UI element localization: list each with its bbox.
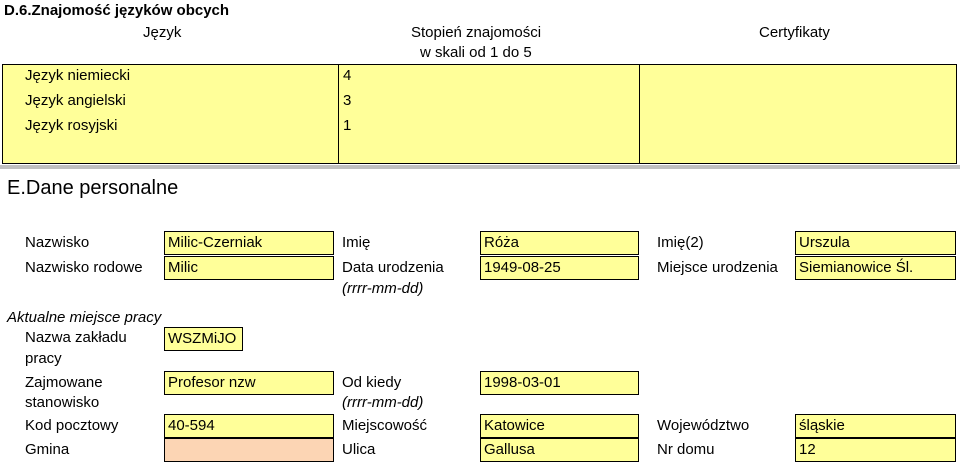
municipality-label: Gmina — [25, 441, 70, 458]
voivodeship-field[interactable]: śląskie — [795, 414, 956, 438]
since-field[interactable]: 1998-03-01 — [480, 371, 639, 395]
birth-date-field[interactable]: 1949-08-25 — [480, 256, 639, 280]
birth-place-label: Miejsce urodzenia — [657, 259, 778, 276]
postal-code-label: Kod pocztowy — [25, 417, 119, 434]
position-label-line1: Zajmowane — [25, 374, 103, 391]
maiden-name-label: Nazwisko rodowe — [25, 259, 143, 276]
first-name-field[interactable]: Róża — [480, 231, 639, 255]
workplace-name-field[interactable]: WSZMiJO — [164, 327, 243, 351]
language-row-2-level[interactable]: 3 — [343, 92, 352, 109]
column-header-level-line2: w skali od 1 do 5 — [420, 44, 532, 61]
second-name-label: Imię(2) — [657, 234, 704, 251]
position-field[interactable]: Profesor nzw — [164, 371, 334, 395]
column-header-certificates: Certyfikaty — [759, 24, 830, 41]
since-label: Od kiedy — [342, 374, 402, 391]
column-header-level-line1: Stopień znajomości — [411, 24, 542, 41]
birth-place-field[interactable]: Siemianowice Śl. — [795, 256, 956, 280]
postal-code-field[interactable]: 40-594 — [164, 414, 334, 438]
city-label: Miejscowość — [342, 417, 428, 434]
language-row-1-name: Język niemiecki — [25, 67, 131, 84]
maiden-name-field[interactable]: Milic — [164, 256, 334, 280]
surname-field[interactable]: Milic-Czerniak — [164, 231, 334, 255]
street-label: Ulica — [342, 441, 376, 458]
first-name-label: Imię — [342, 234, 371, 251]
position-label-line2: stanowisko — [25, 394, 100, 411]
workplace-name-label-line2: pracy — [25, 350, 62, 367]
column-header-language: Język — [143, 24, 182, 41]
house-number-label: Nr domu — [657, 441, 715, 458]
city-field[interactable]: Katowice — [480, 414, 639, 438]
second-name-field[interactable]: Urszula — [795, 231, 956, 255]
language-row-1-level[interactable]: 4 — [343, 67, 352, 84]
municipality-field[interactable] — [164, 438, 334, 462]
section-separator — [0, 165, 960, 169]
street-field[interactable]: Gallusa — [480, 438, 639, 462]
language-table — [2, 64, 957, 164]
language-row-2-name: Język angielski — [25, 92, 126, 109]
birth-date-hint: (rrrr-mm-dd) — [342, 280, 424, 297]
language-row-3-name: Język rosyjski — [25, 117, 118, 134]
language-row-3-level[interactable]: 1 — [343, 117, 352, 134]
birth-date-label: Data urodzenia — [342, 259, 444, 276]
surname-label: Nazwisko — [25, 234, 90, 251]
since-hint: (rrrr-mm-dd) — [342, 394, 424, 411]
voivodeship-label: Województwo — [657, 417, 750, 434]
house-number-field[interactable]: 12 — [795, 438, 956, 462]
section-e-title: E.Dane personalne — [7, 177, 179, 199]
section-d-title: D.6.Znajomość języków obcych — [4, 2, 230, 19]
workplace-title: Aktualne miejsce pracy — [7, 309, 162, 326]
workplace-name-label-line1: Nazwa zakładu — [25, 329, 127, 346]
